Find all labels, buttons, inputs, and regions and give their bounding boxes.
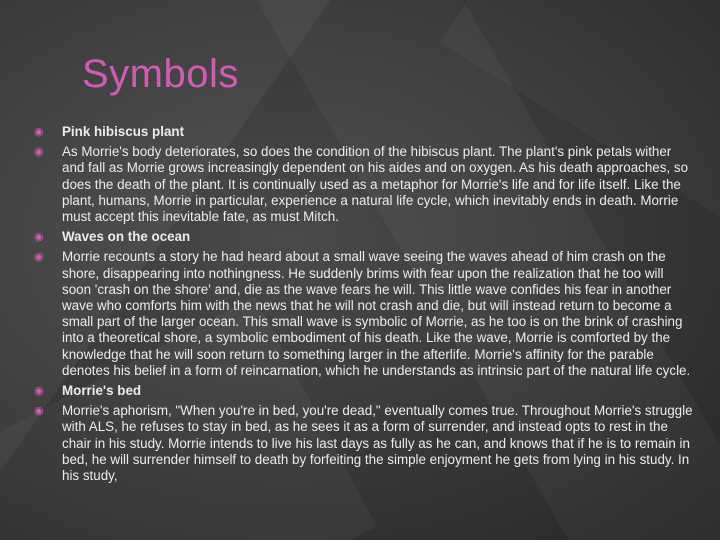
slide-title: Symbols — [82, 52, 239, 96]
bullet-heading: Pink hibiscus plant — [62, 124, 185, 139]
target-bullet-icon: ◉ — [34, 384, 44, 398]
list-item — [34, 124, 694, 140]
target-bullet-icon: ◉ — [34, 250, 44, 264]
list-item — [34, 249, 694, 379]
target-bullet-icon: ◉ — [34, 145, 44, 159]
list-item — [34, 229, 694, 245]
target-bullet-icon: ◉ — [34, 230, 44, 244]
bullet-text: Morrie recounts a story he had heard about a small wave seeing the waves ahead of him crash on the shore, disappearing into nothingness. He suddenly brims with fear upon the realization that he too will soon 'crash on the shore' and, die as the wave fears he will. This little wave confides his fear in another wave who comforts him with the news that he will not crash and die, but will instead return to become a small part of the larger ocean. This small wave is symbolic of Morrie, as he too is on the brink of crashing into a theoretical shore, a symbolic embodiment of his death. Like the wave, Morrie is comforted by the knowledge that he will soon return to something larger in the afterlife. Morrie's affinity for the parable denotes his belief in a form of reincarnation, which he understands as intrinsic part of the natural life cycle. — [62, 249, 691, 378]
bullet-text: As Morrie's body deteriorates, so does the condition of the hibiscus plant. The plant's pink petals wither and fall as Morrie grows increasingly dependent on his aides and on oxygen. As his death approaches, so does the death of the plant. It is continually used as a metaphor for Morrie's life and for life itself. Like the plant, humans, Morrie in particular, experience a natural life cycle, which inevitably ends in death. Morrie must accept this inevitable fate, as must Mitch. — [62, 144, 689, 225]
bullet-heading: Morrie's bed — [62, 383, 142, 399]
list-item — [34, 144, 694, 225]
target-bullet-icon: ◉ — [34, 404, 44, 418]
bullet-text: Morrie's aphorism, "When you're in bed, you're dead," eventually comes true. Throughout Morrie's struggle with ALS, he refuses to stay in bed, as he sees it as a form of surrender, and instead opts to rest in the chair in his study. Morrie intends to live his last days as fully as he can, and knows that if he is to remain in bed, he will surrender himself to death by forfeiting the simple enjoyment he gets from lying in his study. In his study, — [62, 403, 693, 484]
bullet-list — [34, 124, 694, 488]
bullet-heading: Waves on the ocean — [62, 229, 191, 245]
list-item — [34, 403, 694, 484]
list-item — [34, 383, 694, 399]
target-bullet-icon: ◉ — [34, 125, 44, 138]
